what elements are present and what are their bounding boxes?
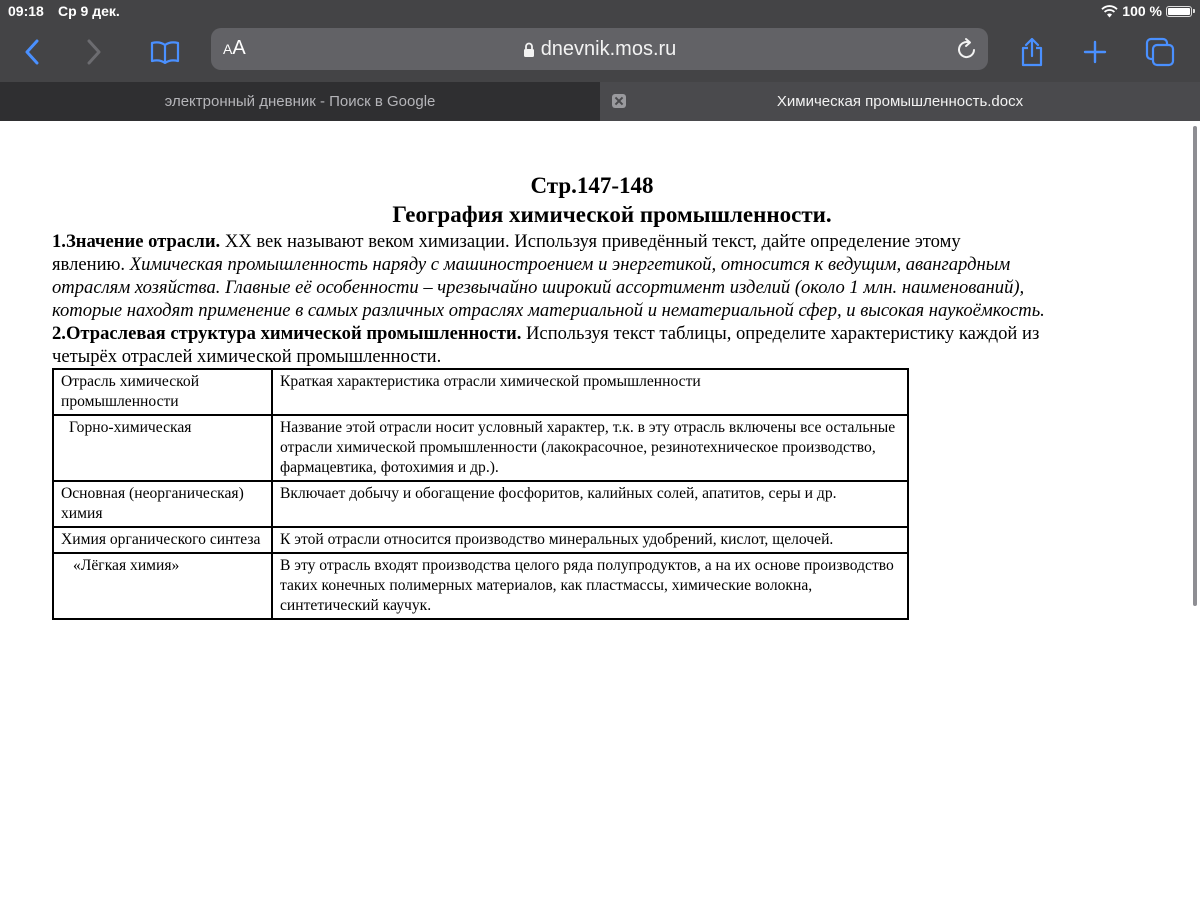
scrollbar[interactable] [1193,126,1197,606]
section-2-heading: 2.Отраслевая структура химической промышленности. [52,323,522,344]
url-text: dnevnik.mos.ru [540,38,677,60]
reload-icon[interactable] [956,37,978,61]
description-cell: Включает добычу и обогащение фосфоритов, калийных солей, апатитов, серы и др. [272,481,908,527]
branch-cell: Химия органического синтеза [53,527,272,553]
plus-icon [1083,40,1107,64]
battery-icon [1166,6,1192,17]
status-right [1101,3,1192,19]
section-1-text: XX век называют веком химизации. Используя приведённый текст, дайте определение этому [220,231,961,252]
text-size-button[interactable]: AA [223,37,246,59]
table-row [53,481,908,527]
chevron-left-icon [24,39,40,65]
branch-cell: «Лёгкая химия» [73,557,180,574]
section-2-text: Используя текст таблицы, определите характеристику каждой из [521,323,1040,344]
table-row [53,415,908,481]
section-2-line-2 [52,345,1132,368]
bookmarks-button[interactable] [145,32,185,72]
status-bar [0,0,1200,24]
tabs-icon [1145,37,1175,67]
section-2-text: четырёх отраслей химической промышленности. [52,346,442,367]
table-header-cell: Отрасль химической промышленности [53,369,272,415]
close-tab-icon[interactable] [612,94,626,108]
table-header-cell: Краткая характеристика отрасли химической промышленности [272,369,908,415]
tab-bar [0,82,1200,121]
chevron-right-icon [86,39,102,65]
address-bar[interactable] [211,28,988,70]
url-display [211,38,988,61]
description-cell: Название этой отрасли носит условный характер, т.к. в эту отрасль включены все остальные отрасли химической промышленности (лакокрасочное, резинотехническое производство, фармацевтика, фотохимия и др.). [272,415,908,481]
tab-label: электронный дневник - Поиск в Google [164,93,436,110]
table-header-row [53,369,908,415]
description-cell: В эту отрасль входят производства целого ряда полупродуктов, а на их основе производство таких конечных полимерных материалов, как пластмассы, химические волокна, синтетический каучук. [272,553,908,619]
forward-button[interactable] [74,32,114,72]
document [52,172,1132,620]
section-1-text: явлению. [52,254,130,275]
wifi-icon [1101,5,1118,18]
table-row [53,553,908,619]
page-reference: Стр.147-148 [530,173,654,198]
lock-icon [523,42,535,58]
section-1-line-2 [52,253,1132,276]
tab-docx[interactable] [600,82,1200,121]
status-date: Ср 9 дек. [58,3,120,19]
share-button[interactable] [1012,32,1052,72]
section-1-line-4 [52,299,1132,322]
table-row [53,527,908,553]
section-1-line-3 [52,276,1132,299]
definition-text: Химическая промышленность наряду с машиностроением и энергетикой, относится к ведущим, авангардным [129,254,1011,275]
definition-text: отраслям хозяйства. Главные её особенности – чрезвычайно широкий ассортимент изделий (около 1 млн. наименований), [52,277,1025,298]
new-tab-button[interactable] [1075,32,1115,72]
toolbar [0,24,1200,82]
definition-text: которые находят применение в самых различных отраслях материальной и нематериальной сфер, и высокая наукоёмкость. [52,300,1045,321]
battery-percent: 100 % [1122,3,1162,19]
back-button[interactable] [12,32,52,72]
book-icon [150,40,180,64]
browser-chrome [0,0,1200,121]
status-time: 09:18 [8,3,44,19]
section-1-heading: 1.Значение отрасли. [52,231,221,252]
industry-table [52,368,909,620]
section-2-line-1 [52,322,1132,345]
section-1-line-1 [52,230,1132,253]
tabs-overview-button[interactable] [1140,32,1180,72]
document-title: География химической промышленности. [392,202,832,227]
share-icon [1020,37,1044,67]
tab-google-search[interactable] [0,82,600,121]
branch-cell: Основная (неорганическая) химия [53,481,272,527]
description-cell: К этой отрасли относится производство минеральных удобрений, кислот, щелочей. [272,527,908,553]
tab-label: Химическая промышленность.docx [776,93,1024,110]
branch-cell: Горно-химическая [69,419,192,436]
